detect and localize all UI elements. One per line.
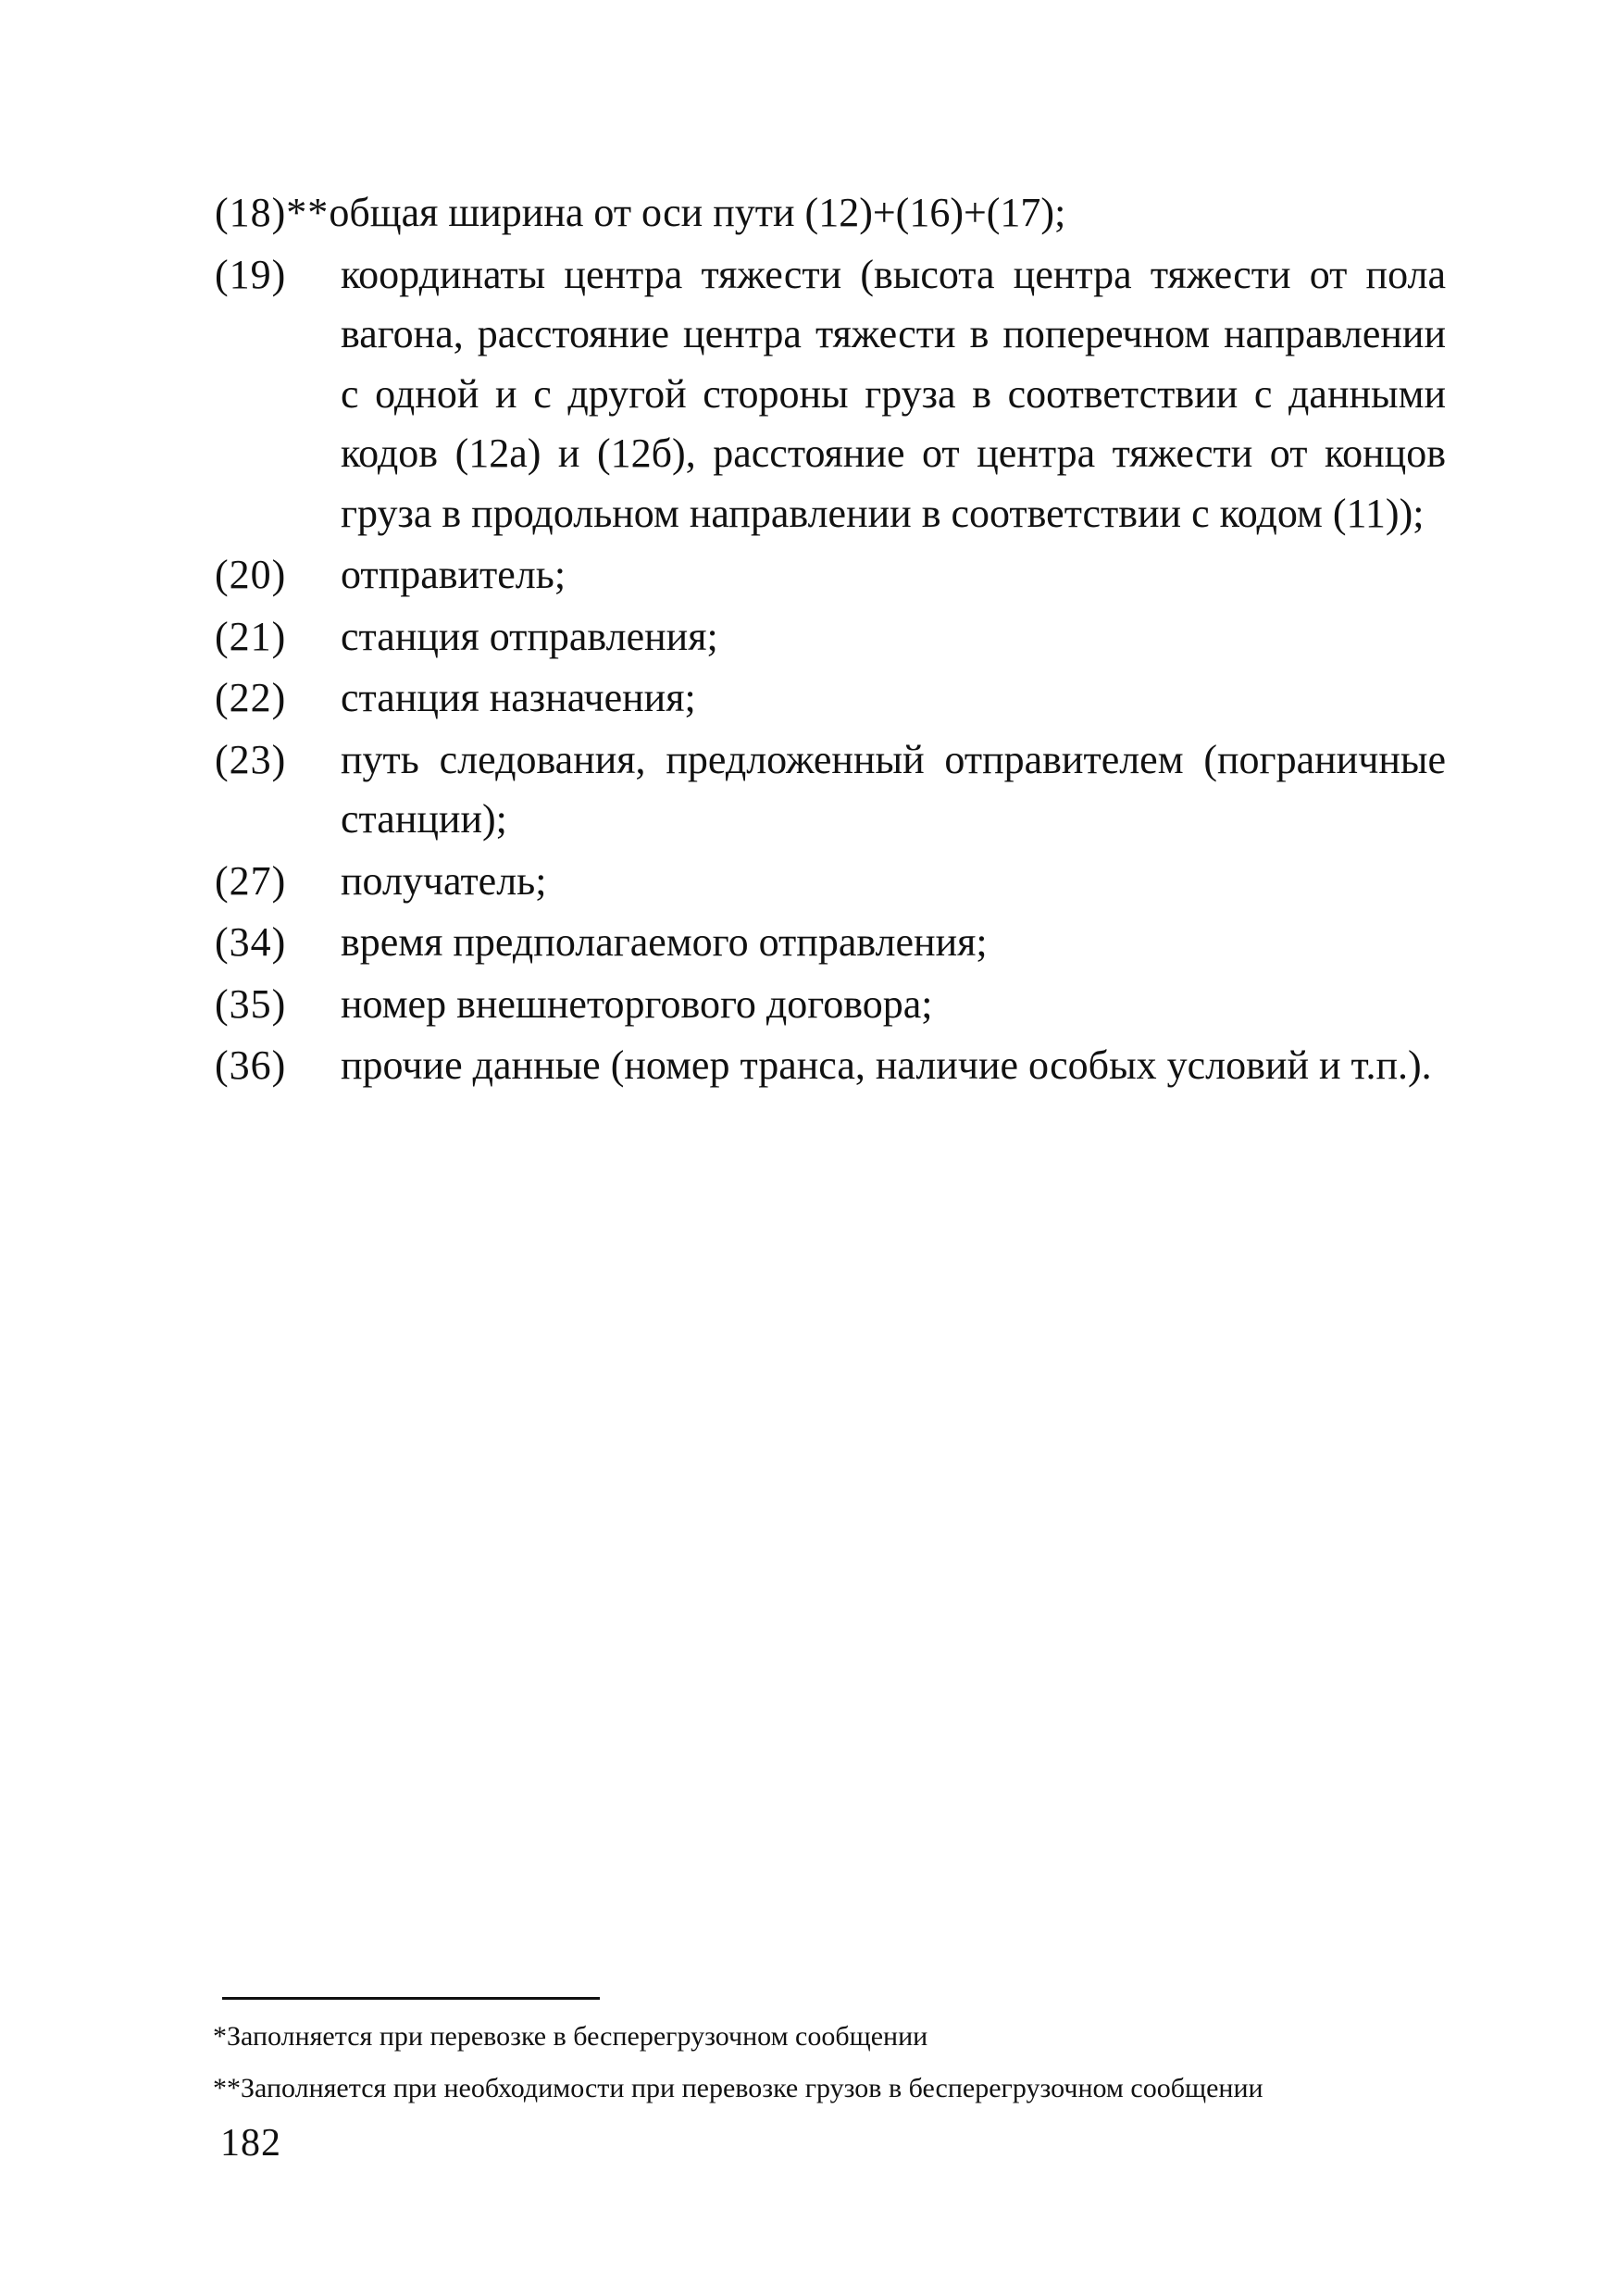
entry-text: станция назначения; (341, 675, 696, 720)
entry-text: получатель; (341, 857, 547, 904)
entry-text: станция отправления; (341, 613, 718, 659)
list-item (215, 245, 1446, 544)
list-item (215, 975, 1446, 1035)
entry-text: общая ширина от оси пути (12)+(16)+(17); (329, 190, 1066, 235)
list-item (215, 913, 1446, 973)
entry-code: (23) (215, 736, 287, 782)
entry-text: координаты центра тяжести (высота центра тяжести от пола вагона, расстояние центра тяжести в поперечном направлении с одной и с другой стороны груза в соответствии с данными кодов (12а) и (12б), расстояние от центра тяжести от концов груза в продольном направлении в соответствии с кодом (11)); (341, 251, 1446, 536)
list-item (215, 607, 1446, 668)
list-item (215, 1036, 1446, 1096)
entry-code: (20) (215, 552, 287, 597)
list-item (215, 183, 1446, 243)
entry-code: (21) (215, 613, 287, 659)
entry-code: (19) (215, 251, 287, 297)
footnote-divider (222, 1997, 600, 2000)
entry-text: номер внешнеторгового договора; (341, 980, 933, 1027)
entry-text: время предполагаемого отправления; (341, 919, 988, 965)
list-item (215, 730, 1446, 850)
footnotes (213, 2011, 1453, 2115)
entry-text: отправитель; (341, 552, 566, 597)
code-list (215, 183, 1446, 1098)
entry-text: прочие данные (номер транса, наличие особых условий и т.п.). (341, 1042, 1432, 1088)
list-item (215, 545, 1446, 605)
list-item (215, 852, 1446, 912)
entry-code: (34) (215, 919, 287, 965)
list-item (215, 668, 1446, 729)
entry-code: (35) (215, 980, 287, 1027)
entry-code: (27) (215, 857, 287, 904)
entry-code: (36) (215, 1042, 287, 1088)
footnote-double-asterisk: **Заполняется при необходимости при перевозке грузов в бесперегрузочном сообщении (213, 2073, 1263, 2103)
entry-code: (22) (215, 675, 287, 720)
footnote-single-asterisk: *Заполняется при перевозке в бесперегрузочном сообщении (213, 2021, 928, 2052)
page-number: 182 (220, 2122, 281, 2165)
entry-text: путь следования, предложенный отправителем (пограничные станции); (341, 736, 1446, 842)
entry-code: (18)** (215, 190, 330, 235)
